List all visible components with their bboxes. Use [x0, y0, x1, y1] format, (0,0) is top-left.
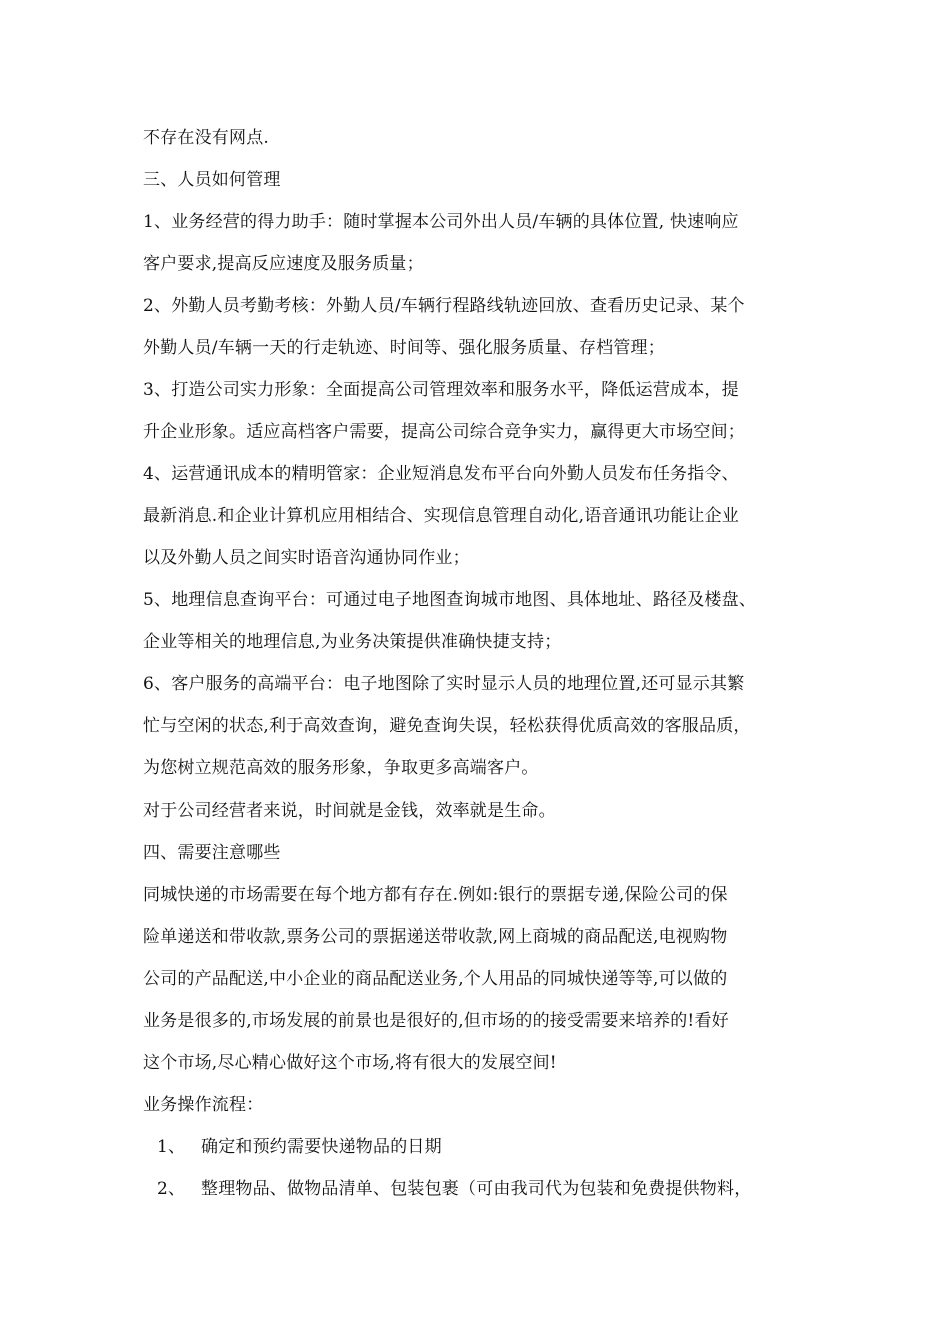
text-line: 对于公司经营者来说，时间就是金钱，效率就是生命。: [143, 801, 556, 821]
step-item: [143, 1136, 823, 1158]
text-line: 最新消息.和企业计算机应用相结合、实现信息管理自动化,语音通讯功能让企业: [143, 506, 740, 526]
text-line: 不存在没有网点.: [143, 128, 270, 148]
text-line: 外勤人员/车辆一天的行走轨迹、时间等、强化服务质量、存档管理；: [143, 338, 665, 358]
text-line: 4、运营通讯成本的精明管家：企业短消息发布平台向外勤人员发布任务指令、: [143, 464, 739, 484]
text-line: 2、外勤人员考勤考核：外勤人员/车辆行程路线轨迹回放、查看历史记录、某个: [143, 296, 745, 316]
text-line: 升企业形象。适应高档客户需要，提高公司综合竞争实力，赢得更大市场空间；: [143, 422, 745, 442]
section-heading: 三、人员如何管理: [143, 170, 281, 190]
step-text: 整理物品、做物品清单、包装包裹（可由我司代为包装和免费提供物料，: [201, 1179, 752, 1199]
step-number: 2、: [157, 1179, 186, 1199]
text-line: 业务操作流程：: [143, 1095, 264, 1115]
text-line: 5、地理信息查询平台：可通过电子地图查询城市地图、具体地址、路径及楼盘、: [143, 590, 757, 610]
text-line: 同城快递的市场需要在每个地方都有存在.例如:银行的票据专递,保险公司的保: [143, 885, 728, 905]
text-line: 6、客户服务的高端平台：电子地图除了实时显示人员的地理位置,还可显示其繁: [143, 674, 745, 694]
text-line: 3、打造公司实力形象：全面提高公司管理效率和服务水平，降低运营成本，提: [143, 380, 739, 400]
text-line: 这个市场,尽心精心做好这个市场,将有很大的发展空间!: [143, 1053, 557, 1073]
step-item: [143, 1178, 823, 1200]
text-line: 业务是很多的,市场发展的前景也是很好的,但市场的的接受需要来培养的!看好: [143, 1011, 729, 1031]
text-line: 客户要求,提高反应速度及服务质量；: [143, 254, 424, 274]
text-line: 公司的产品配送,中小企业的商品配送业务,个人用品的同城快递等等,可以做的: [143, 969, 728, 989]
text-line: 企业等相关的地理信息,为业务决策提供准确快捷支持；: [143, 632, 562, 652]
section-heading: 四、需要注意哪些: [143, 843, 281, 863]
text-line: 忙与空闲的状态,利于高效查询，避免查询失误，轻松获得优质高效的客服品质，: [143, 716, 751, 736]
text-line: 为您树立规范高效的服务形象，争取更多高端客户。: [143, 758, 539, 778]
step-number: 1、: [157, 1137, 186, 1157]
text-line: 以及外勤人员之间实时语音沟通协同作业；: [143, 548, 470, 568]
step-text: 确定和预约需要快递物品的日期: [201, 1137, 442, 1157]
text-line: 险单递送和带收款,票务公司的票据递送带收款,网上商城的商品配送,电视购物: [143, 927, 728, 947]
text-line: 1、业务经营的得力助手：随时掌握本公司外出人员/车辆的具体位置, 快速响应: [143, 212, 739, 232]
